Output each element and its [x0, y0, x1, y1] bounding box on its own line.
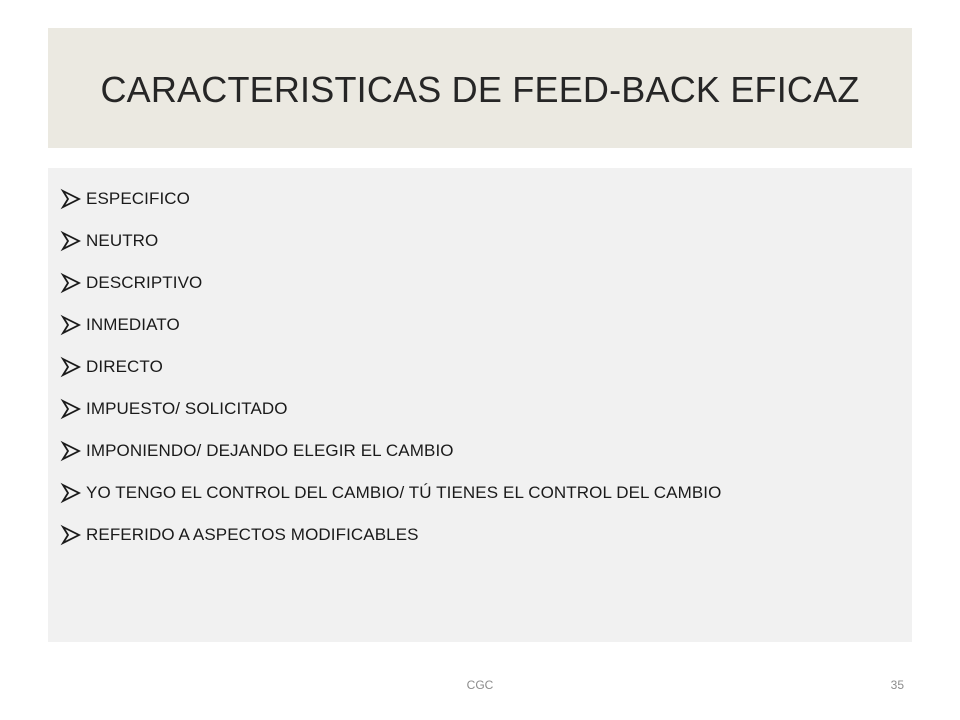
list-item-label: DIRECTO	[86, 357, 163, 376]
list-item	[60, 346, 721, 388]
list-item	[60, 178, 721, 220]
arrowhead-bullet-icon	[60, 440, 82, 462]
list-item	[60, 262, 721, 304]
list-item-label: YO TENGO EL CONTROL DEL CAMBIO/ TÚ TIENES EL CONTROL DEL CAMBIO	[86, 483, 722, 502]
list-item-label: INMEDIATO	[86, 315, 180, 334]
arrowhead-bullet-icon	[60, 398, 82, 420]
list-item-label: REFERIDO A ASPECTOS MODIFICABLES	[86, 525, 419, 544]
list-item	[60, 514, 721, 556]
list-item	[60, 472, 721, 514]
bullet-list	[60, 178, 721, 556]
list-item	[60, 304, 721, 346]
slide-title: CARACTERISTICAS DE FEED-BACK EFICAZ	[100, 69, 860, 110]
list-item-label: IMPUESTO/ SOLICITADO	[86, 399, 288, 418]
arrowhead-bullet-icon	[60, 524, 82, 546]
list-item-label: NEUTRO	[86, 231, 159, 250]
list-item-label: ESPECIFICO	[86, 189, 190, 208]
list-item-label: IMPONIENDO/ DEJANDO ELEGIR EL CAMBIO	[86, 441, 454, 460]
arrowhead-bullet-icon	[60, 230, 82, 252]
list-item	[60, 388, 721, 430]
arrowhead-bullet-icon	[60, 272, 82, 294]
list-item	[60, 430, 721, 472]
arrowhead-bullet-icon	[60, 356, 82, 378]
content-box	[48, 168, 912, 642]
title-box	[48, 28, 912, 148]
page-number: 35	[890, 678, 904, 692]
arrowhead-bullet-icon	[60, 188, 82, 210]
arrowhead-bullet-icon	[60, 482, 82, 504]
list-item-label: DESCRIPTIVO	[86, 273, 203, 292]
arrowhead-bullet-icon	[60, 314, 82, 336]
footer-text: CGC	[466, 678, 494, 692]
list-item	[60, 220, 721, 262]
